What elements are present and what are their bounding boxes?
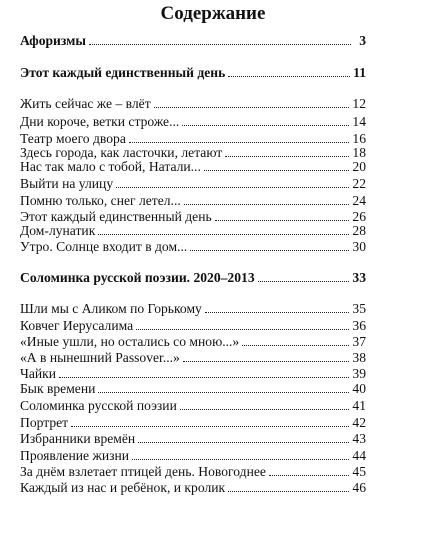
toc-entry-title: Соломинка русской поэзии bbox=[20, 398, 177, 413]
toc-dot-leader bbox=[242, 345, 349, 346]
toc-dot-leader bbox=[190, 250, 349, 251]
toc-entry-title: Избранники времён bbox=[20, 431, 136, 446]
toc-entry-title: Театр моего двора bbox=[20, 131, 126, 146]
toc-entry-title: «А в нынешний Passover...» bbox=[20, 350, 180, 365]
toc-entry bbox=[20, 238, 366, 255]
toc-dot-leader bbox=[182, 125, 349, 126]
toc-dot-leader bbox=[184, 204, 350, 205]
toc-entry-title: Жить сейчас же – влёт bbox=[20, 96, 151, 111]
toc-entry bbox=[20, 479, 366, 496]
toc-entry bbox=[20, 349, 366, 366]
toc-section-entry bbox=[20, 64, 366, 81]
toc-entry-title: Помню только, снег летел... bbox=[20, 193, 181, 208]
toc-entry bbox=[20, 333, 366, 350]
toc-dot-leader bbox=[258, 281, 350, 282]
toc-page-number: 28 bbox=[352, 223, 366, 238]
toc-dot-leader bbox=[183, 361, 350, 362]
toc-dot-leader bbox=[205, 312, 350, 313]
toc-page-number: 44 bbox=[352, 448, 366, 463]
toc-page-number: 46 bbox=[352, 480, 366, 495]
toc-page-number: 37 bbox=[352, 334, 366, 349]
toc-page-number: 39 bbox=[352, 366, 366, 381]
toc-dot-leader bbox=[98, 234, 349, 235]
toc-dot-leader bbox=[138, 442, 349, 443]
toc-entry bbox=[20, 222, 366, 239]
toc-entry bbox=[20, 175, 366, 192]
toc-entry bbox=[20, 397, 366, 414]
toc-page-number: 3 bbox=[359, 33, 366, 48]
toc-entry bbox=[20, 158, 366, 175]
toc-entry bbox=[20, 317, 366, 334]
toc-page-number: 11 bbox=[353, 65, 366, 80]
toc-entry-title: «Иные ушли, но остались со мною...» bbox=[20, 334, 240, 349]
toc-dot-leader bbox=[154, 107, 350, 108]
toc-entry-title: Афоризмы bbox=[20, 33, 87, 48]
toc-entry-title: За днём взлетает птицей день. Новогоднее bbox=[20, 464, 266, 479]
toc-entry-title: Ковчег Иерусалима bbox=[20, 318, 134, 333]
toc-entry-title: Здесь города, как ласточки, летают bbox=[20, 145, 223, 160]
toc-dot-leader bbox=[225, 156, 349, 157]
toc-dot-leader bbox=[228, 76, 350, 77]
toc-dot-leader bbox=[59, 377, 349, 378]
toc-entry bbox=[20, 430, 366, 447]
toc-dot-leader bbox=[215, 220, 350, 221]
toc-entry-title: Выйти на улицу bbox=[20, 176, 114, 191]
toc-page-number: 16 bbox=[352, 131, 366, 146]
toc-entry-title: Нас так мало с тобой, Натали... bbox=[20, 159, 201, 174]
toc-entry-title: Шли мы с Аликом по Горькому bbox=[20, 301, 202, 316]
toc-page-number: 26 bbox=[352, 209, 366, 224]
toc-dot-leader bbox=[129, 142, 350, 143]
toc-entry bbox=[20, 300, 366, 317]
toc-entry-title: Утро. Солнце входит в дом... bbox=[20, 239, 188, 254]
toc-entry-title: Каждый из нас и ребёнок, и кролик bbox=[20, 480, 226, 495]
toc-entry bbox=[20, 463, 366, 480]
toc-dot-leader bbox=[136, 329, 349, 330]
toc-entry-title: Этот каждый единственный день bbox=[20, 209, 212, 224]
toc-entry-title: Этот каждый единственный день bbox=[20, 65, 226, 80]
toc-page-number: 33 bbox=[352, 270, 366, 285]
toc-entry-title: Соломинка русской поэзии. 2020–2013 bbox=[20, 270, 255, 285]
toc-dot-leader bbox=[116, 187, 349, 188]
toc-entry bbox=[20, 192, 366, 209]
toc-dot-leader bbox=[71, 426, 349, 427]
toc-entry bbox=[20, 414, 366, 431]
toc-page-number: 41 bbox=[352, 398, 366, 413]
toc-entry-title: Проявление жизни bbox=[20, 448, 130, 463]
toc-page-number: 40 bbox=[352, 381, 366, 396]
toc-page-number: 22 bbox=[352, 176, 366, 191]
toc-dot-leader bbox=[269, 475, 349, 476]
toc-page-number: 12 bbox=[352, 96, 366, 111]
toc-section-entry bbox=[20, 32, 366, 49]
toc-page-number: 30 bbox=[352, 239, 366, 254]
toc-dot-leader bbox=[132, 459, 349, 460]
toc-page-number: 18 bbox=[352, 145, 366, 160]
toc-page-number: 24 bbox=[352, 193, 366, 208]
toc-page-number: 42 bbox=[352, 415, 366, 430]
toc-page-number: 14 bbox=[352, 114, 366, 129]
toc-entry-title: Чайки bbox=[20, 366, 57, 381]
toc-entry bbox=[20, 380, 366, 397]
toc-entry-title: Бык времени bbox=[20, 381, 96, 396]
toc-entry-title: Портрет bbox=[20, 415, 69, 430]
toc-entry bbox=[20, 447, 366, 464]
toc-entry-title: Дни короче, ветки строже... bbox=[20, 114, 180, 129]
toc-page-number: 45 bbox=[352, 464, 366, 479]
toc-dot-leader bbox=[98, 392, 349, 393]
toc-page-number: 36 bbox=[352, 318, 366, 333]
toc-dot-leader bbox=[89, 44, 351, 45]
toc-entry bbox=[20, 113, 366, 130]
toc-entry-title: Дом-лунатик bbox=[20, 223, 96, 238]
toc-dot-leader bbox=[204, 170, 350, 171]
toc-entry bbox=[20, 95, 366, 112]
toc-page-number: 20 bbox=[352, 159, 366, 174]
toc-dot-leader bbox=[228, 491, 349, 492]
toc-page-number: 43 bbox=[352, 431, 366, 446]
toc-section-entry bbox=[20, 269, 366, 286]
toc-dot-leader bbox=[180, 409, 350, 410]
toc-page-number: 35 bbox=[352, 301, 366, 316]
toc-page-number: 38 bbox=[352, 350, 366, 365]
page-title: Содержание bbox=[160, 3, 266, 24]
